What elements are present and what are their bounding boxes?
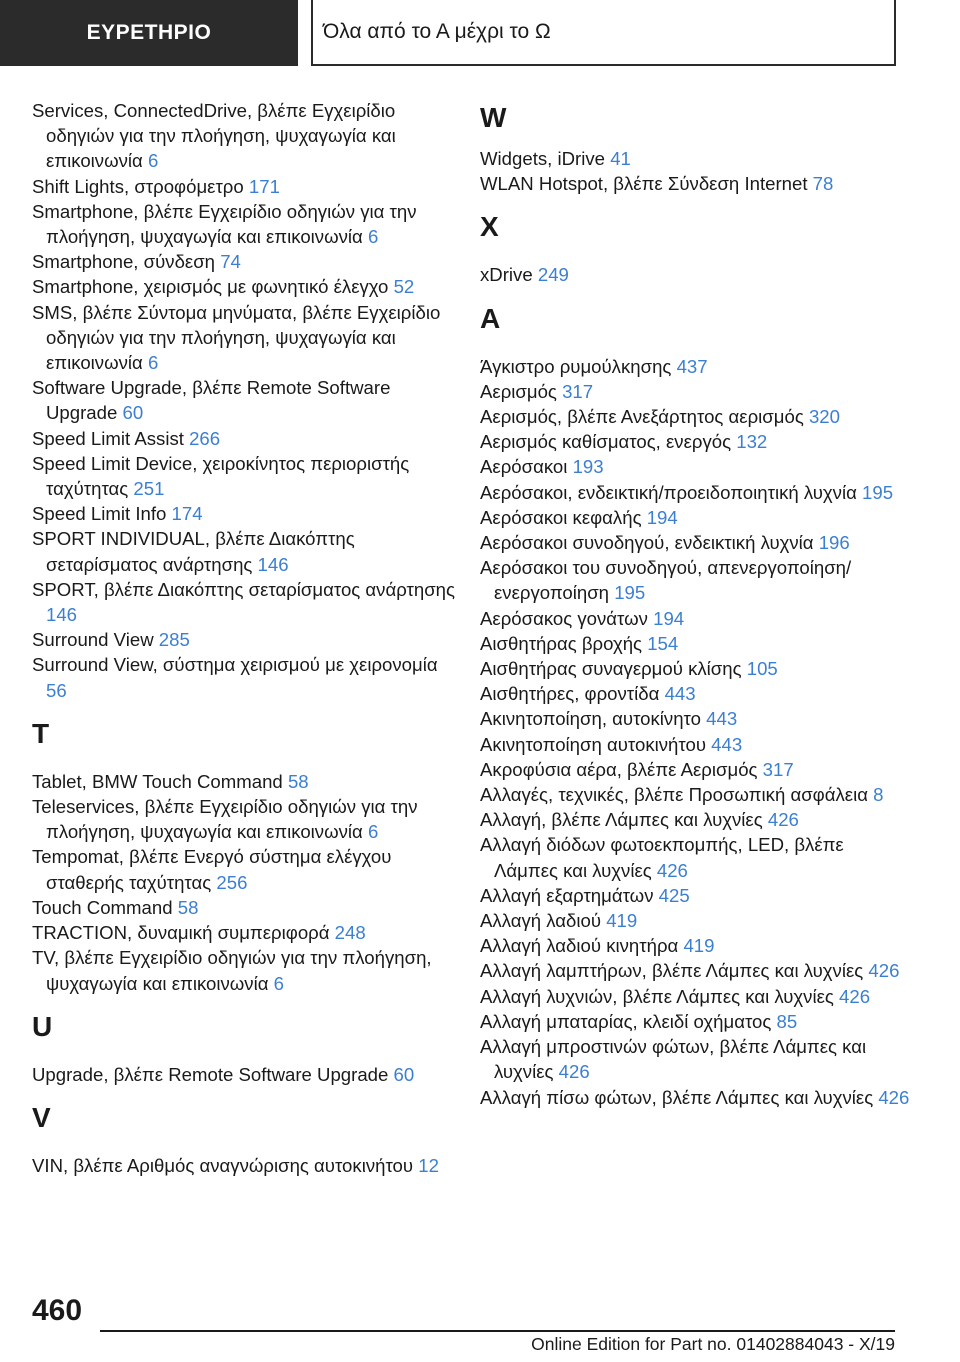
index-entry-text: Tempomat, βλέπε Ενεργό σύστημα ελέγχου σταθερής ταχύτητας bbox=[32, 846, 392, 893]
index-page-link[interactable]: 419 bbox=[683, 935, 715, 957]
index-page-link[interactable]: 194 bbox=[646, 506, 678, 528]
index-page-link[interactable]: 105 bbox=[746, 658, 778, 680]
index-entry bbox=[32, 577, 462, 627]
index-entry bbox=[480, 555, 910, 605]
index-entry-text: SPORT, βλέπε Διακόπτης σεταρίσματος ανάρτησης bbox=[32, 578, 455, 600]
index-entry bbox=[480, 146, 910, 171]
index-page-link[interactable]: 426 bbox=[558, 1061, 590, 1083]
index-entry bbox=[480, 631, 910, 656]
index-column-right bbox=[480, 98, 910, 1110]
index-entry-text: Software Upgrade, βλέπε Remote Software Upgrade bbox=[32, 377, 391, 424]
index-entry bbox=[480, 807, 910, 832]
index-entry-text: Αλλαγή λαδιού bbox=[480, 910, 602, 932]
index-page-link[interactable]: 12 bbox=[418, 1154, 439, 1176]
index-entry bbox=[32, 501, 462, 526]
index-entry bbox=[480, 908, 910, 933]
index-entry-text: Teleservices, βλέπε Εγχειρίδιο οδηγιών για την πλοήγηση, ψυχαγωγία και επικοινωνία bbox=[32, 796, 418, 843]
index-page-link[interactable]: 426 bbox=[767, 809, 799, 831]
index-entry bbox=[480, 354, 910, 379]
index-entry bbox=[32, 844, 462, 894]
index-entry-text: Αλλαγές, τεχνικές, βλέπε Προσωπική ασφάλεια bbox=[480, 784, 868, 806]
index-page-link[interactable]: 437 bbox=[676, 355, 708, 377]
index-page-link[interactable]: 6 bbox=[273, 972, 285, 994]
index-entry-text: Touch Command bbox=[32, 896, 173, 918]
index-page-link[interactable]: 195 bbox=[862, 481, 894, 503]
index-page-link[interactable]: 6 bbox=[367, 821, 379, 843]
index-page-link[interactable]: 74 bbox=[220, 251, 241, 273]
index-entry bbox=[480, 883, 910, 908]
index-entry bbox=[32, 627, 462, 652]
index-page-link[interactable]: 195 bbox=[614, 582, 646, 604]
index-entry-text: Αερόσακοι συνοδηγού, ενδεικτική λυχνία bbox=[480, 532, 814, 554]
index-page-link[interactable]: 196 bbox=[818, 532, 850, 554]
index-entry-text: SPORT INDIVIDUAL, βλέπε Διακόπτης σεταρίσματος ανάρτησης bbox=[32, 528, 355, 575]
index-entry-text: Αερόσακοι, ενδεικτική/προειδοποιητική λυχνία bbox=[480, 481, 857, 503]
index-page-link[interactable]: 426 bbox=[878, 1086, 910, 1108]
index-letter-heading: T bbox=[32, 717, 50, 749]
index-page-link[interactable]: 41 bbox=[610, 148, 631, 169]
index-letter-heading: X bbox=[480, 211, 499, 243]
index-entry-text: Αισθητήρες, φροντίδα bbox=[480, 683, 660, 705]
index-page-link[interactable]: 320 bbox=[808, 406, 840, 428]
index-entry-text: Speed Limit Info bbox=[32, 503, 167, 525]
index-entry-text: VIN, βλέπε Αριθμός αναγνώρισης αυτοκινήτου bbox=[32, 1154, 414, 1176]
index-entry-text: Αερόσακος γονάτων bbox=[480, 607, 648, 629]
edition-footer-text: Online Edition for Part no. 01402884043 - X/19 bbox=[531, 1334, 895, 1354]
index-page-link[interactable]: 426 bbox=[656, 859, 688, 881]
index-entry-text: Αλλαγή μπαταρίας, κλειδί οχήματος bbox=[480, 1010, 772, 1032]
index-entry-text: Services, ConnectedDrive, βλέπε Εγχειρίδιο οδηγιών για την πλοήγηση, ψυχαγωγία και επικοινωνία bbox=[32, 100, 396, 172]
index-letter-heading: A bbox=[480, 302, 501, 334]
index-page-link[interactable]: 443 bbox=[711, 733, 743, 755]
index-page-link[interactable]: 6 bbox=[147, 150, 159, 172]
index-entry-text: Αερισμός, βλέπε Ανεξάρτητος αερισμός bbox=[480, 406, 804, 428]
index-page-link[interactable]: 58 bbox=[287, 770, 309, 792]
index-page-link[interactable]: 6 bbox=[367, 226, 379, 248]
index-page-link[interactable]: 146 bbox=[257, 553, 289, 575]
index-entry bbox=[32, 1062, 462, 1087]
index-entry-text: Smartphone, σύνδεση bbox=[32, 251, 216, 273]
index-entry-text: SMS, βλέπε Σύντομα μηνύματα, βλέπε Εγχειρίδιο οδηγιών για την πλοήγηση, ψυχαγωγία και επικοινωνία bbox=[32, 301, 441, 374]
index-page-link[interactable]: 285 bbox=[158, 629, 190, 651]
index-page-link[interactable]: 60 bbox=[393, 1063, 415, 1085]
index-page-link[interactable]: 85 bbox=[776, 1010, 798, 1032]
index-entry bbox=[32, 300, 462, 376]
index-entry bbox=[480, 958, 910, 983]
index-page-link[interactable]: 8 bbox=[873, 784, 884, 806]
index-entry bbox=[32, 895, 462, 920]
index-entry-text: Αλλαγή πίσω φώτων, βλέπε Λάμπες και λυχνίες bbox=[480, 1086, 874, 1108]
index-entry bbox=[32, 199, 462, 249]
index-entry-text: Αισθητήρας συναγερμού κλίσης bbox=[480, 658, 742, 680]
index-entry bbox=[32, 920, 462, 945]
index-entry-text: Speed Limit Device, χειροκίνητος περιοριστής ταχύτητας bbox=[32, 452, 410, 500]
index-page-link[interactable]: 52 bbox=[393, 276, 415, 298]
index-page-link[interactable]: 146 bbox=[46, 604, 78, 626]
index-entry bbox=[480, 757, 910, 782]
index-entry bbox=[480, 505, 910, 530]
index-page-link[interactable]: 171 bbox=[248, 175, 280, 197]
index-entry-text: Upgrade, βλέπε Remote Software Upgrade bbox=[32, 1063, 389, 1085]
index-entry-text: xDrive bbox=[480, 264, 533, 286]
index-entry bbox=[32, 451, 462, 501]
index-entry-text: Ακροφύσια αέρα, βλέπε Αερισμός bbox=[480, 758, 758, 780]
index-entry bbox=[32, 794, 462, 844]
index-entry-text: Αερόσακοι bbox=[480, 456, 568, 478]
index-entry-text: Surround View bbox=[32, 629, 154, 651]
index-page-link[interactable]: 58 bbox=[177, 896, 199, 918]
index-entry bbox=[480, 832, 910, 882]
index-entry-text: Αλλαγή εξαρτημάτων bbox=[480, 884, 654, 906]
index-entry-text: Άγκιστρο ρυμούλκησης bbox=[480, 355, 672, 377]
index-letter-heading: W bbox=[480, 102, 507, 133]
index-entry bbox=[480, 933, 910, 958]
index-entry bbox=[480, 782, 910, 807]
index-entry bbox=[480, 379, 910, 404]
index-page-link[interactable]: 251 bbox=[133, 478, 165, 500]
index-entry-text: Ακινητοποίηση αυτοκινήτου bbox=[480, 733, 706, 755]
index-page-link[interactable]: 6 bbox=[147, 352, 159, 374]
index-entry bbox=[480, 681, 910, 706]
index-page-link[interactable]: 154 bbox=[647, 632, 679, 654]
index-page-link[interactable]: 256 bbox=[216, 871, 248, 893]
index-entry-text: Αλλαγή λαμπτήρων, βλέπε Λάμπες και λυχνίες bbox=[480, 960, 864, 982]
index-page-link[interactable]: 443 bbox=[706, 708, 738, 730]
index-letter-heading: U bbox=[32, 1010, 53, 1042]
index-entry-text: Shift Lights, στροφόμετρο bbox=[32, 175, 244, 197]
section-tab-index[interactable]: ΕΥΡΕΤΗΡΙΟ bbox=[0, 0, 298, 66]
index-page-link[interactable]: 78 bbox=[812, 173, 834, 195]
index-page-link[interactable]: 132 bbox=[736, 431, 768, 453]
index-page-link[interactable]: 56 bbox=[46, 679, 67, 701]
index-entry bbox=[32, 945, 462, 995]
index-page-link[interactable]: 266 bbox=[189, 427, 221, 449]
index-entry bbox=[32, 249, 462, 274]
index-entry bbox=[32, 98, 462, 174]
index-entry-text: Αερισμός bbox=[480, 380, 557, 402]
index-entry bbox=[480, 530, 910, 555]
footer-divider bbox=[100, 1330, 895, 1332]
index-entry bbox=[480, 429, 910, 454]
index-entry bbox=[480, 984, 910, 1009]
subtitle-tab[interactable]: Όλα από το Α μέχρι το Ω bbox=[311, 0, 896, 66]
index-entry-text: Surround View, σύστημα χειρισμού με χειρονομία bbox=[32, 654, 438, 676]
index-entry-text: Widgets, iDrive bbox=[480, 148, 606, 169]
index-page-link[interactable]: 174 bbox=[171, 503, 203, 525]
index-entry-text: WLAN Hotspot, βλέπε Σύνδεση Internet bbox=[480, 173, 808, 195]
index-entry-text: Αισθητήρας βροχής bbox=[480, 632, 643, 654]
index-entry bbox=[32, 375, 462, 425]
index-entry bbox=[32, 526, 462, 576]
index-entry bbox=[32, 652, 462, 702]
index-entry bbox=[480, 1009, 910, 1034]
index-entry bbox=[32, 174, 462, 199]
index-page-link[interactable]: 426 bbox=[868, 960, 900, 982]
index-entry bbox=[480, 454, 910, 479]
index-entry-text: TRACTION, δυναμική συμπεριφορά bbox=[32, 922, 330, 944]
index-entry bbox=[480, 404, 910, 429]
index-entry-text: Αλλαγή διόδων φωτοεκπομπής, LED, βλέπε Λάμπες και λυχνίες bbox=[480, 834, 844, 881]
index-entry bbox=[480, 606, 910, 631]
index-page-link[interactable]: 443 bbox=[664, 683, 696, 705]
index-entry-text: Tablet, BMW Touch Command bbox=[32, 770, 283, 792]
index-entry bbox=[32, 426, 462, 451]
index-entry bbox=[480, 706, 910, 731]
index-entry bbox=[480, 1034, 910, 1084]
index-entry-text: TV, βλέπε Εγχειρίδιο οδηγιών για την πλοήγηση, ψυχαγωγία και επικοινωνία bbox=[32, 947, 432, 994]
index-entry bbox=[480, 1085, 910, 1110]
index-entry bbox=[480, 480, 910, 505]
index-page-link[interactable]: 194 bbox=[653, 607, 685, 629]
index-page-link[interactable]: 249 bbox=[537, 264, 569, 286]
index-letter-heading: V bbox=[32, 1101, 51, 1133]
index-entry-text: Αλλαγή μπροστινών φώτων, βλέπε Λάμπες και λυχνίες bbox=[480, 1036, 867, 1083]
index-entry-text: Αερισμός καθίσματος, ενεργός bbox=[480, 431, 732, 453]
index-entry bbox=[480, 732, 910, 757]
index-page-link[interactable]: 248 bbox=[334, 922, 366, 944]
index-entry-text: Αερόσακοι του συνοδηγού, απενεργοποίηση/ενεργοποίηση bbox=[480, 557, 852, 604]
index-entry-text: Smartphone, χειρισμός με φωνητικό έλεγχο bbox=[32, 276, 389, 298]
index-entry bbox=[32, 274, 462, 299]
header-bar bbox=[0, 0, 960, 66]
index-entry-text: Αλλαγή, βλέπε Λάμπες και λυχνίες bbox=[480, 809, 763, 831]
index-page-link[interactable]: 426 bbox=[839, 985, 871, 1007]
index-entry-text: Speed Limit Assist bbox=[32, 427, 184, 449]
index-column-left bbox=[32, 98, 462, 1178]
index-entry-text: Ακινητοποίηση, αυτοκίνητο bbox=[480, 708, 701, 730]
page-number: 460 bbox=[32, 1294, 83, 1327]
index-entry-text: Αλλαγή λαδιού κινητήρα bbox=[480, 935, 679, 957]
index-page-link[interactable]: 193 bbox=[572, 456, 604, 478]
index-page-link[interactable]: 425 bbox=[658, 884, 690, 906]
index-entry-text: Smartphone, βλέπε Εγχειρίδιο οδηγιών για την πλοήγηση, ψυχαγωγία και επικοινωνία bbox=[32, 200, 417, 248]
index-entry bbox=[480, 656, 910, 681]
index-entry bbox=[32, 769, 462, 794]
index-page-link[interactable]: 317 bbox=[562, 380, 594, 402]
index-page-link[interactable]: 317 bbox=[762, 758, 794, 780]
index-page-link[interactable]: 419 bbox=[606, 910, 638, 932]
index-page-link[interactable]: 60 bbox=[122, 402, 144, 424]
index-entry bbox=[32, 1153, 462, 1178]
index-entry-text: Αερόσακοι κεφαλής bbox=[480, 506, 642, 528]
index-entry-text: Αλλαγή λυχνιών, βλέπε Λάμπες και λυχνίες bbox=[480, 985, 834, 1007]
